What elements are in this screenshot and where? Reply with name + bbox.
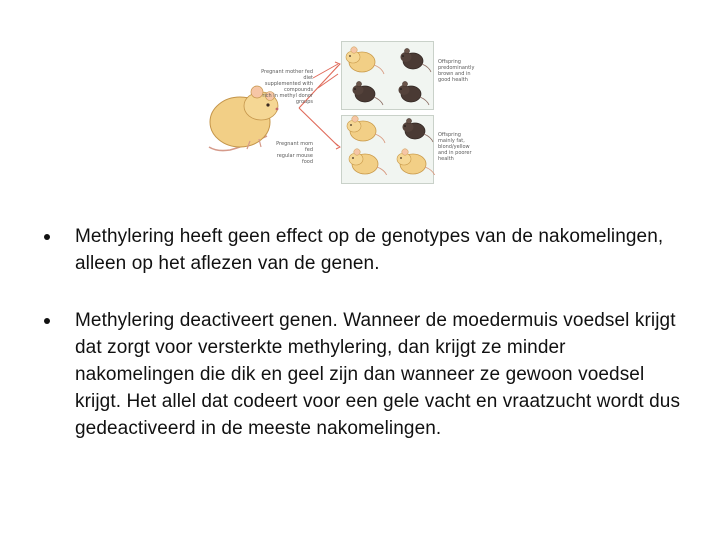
offspring-top bbox=[346, 47, 431, 105]
bullet-list bbox=[44, 223, 684, 442]
bullet-text: Methylering deactiveert genen. Wanneer de moedermuis voedsel krijgt dat zorgt voor versterkte methylering, dan krijgt ze minder nakomelingen die dik en geel zijn dan wanneer ze gewoon voedsel krijgt. Het allel dat codeert voor een gele vacht en vraatzucht wordt dus gedeactiveerd in de meeste nakomelingen. bbox=[75, 310, 681, 439]
caption-mother-supplemented: Pregnant mother fed diet supplemented with compounds rich in methyl donor groups bbox=[261, 69, 313, 105]
bullet-text: Methylering heeft geen effect op de genotypes van de nakomelingen, alleen op het aflezen van de genen. bbox=[75, 226, 664, 274]
caption-offspring-top: Offspring predominantly brown and in good health bbox=[438, 59, 475, 83]
bullet-dot-icon bbox=[44, 234, 50, 240]
bullet-dot-icon bbox=[44, 318, 50, 324]
bullet-item bbox=[44, 307, 684, 442]
caption-offspring-bottom: Offspring mainly fat, blond/yellow and in poorer health bbox=[438, 132, 472, 162]
caption-mother-regular: Pregnant mom fed regular mouse food bbox=[276, 141, 313, 165]
bullet-item bbox=[44, 223, 684, 277]
offspring-bottom bbox=[347, 116, 435, 175]
epigenetics-mouse-figure bbox=[195, 40, 480, 175]
